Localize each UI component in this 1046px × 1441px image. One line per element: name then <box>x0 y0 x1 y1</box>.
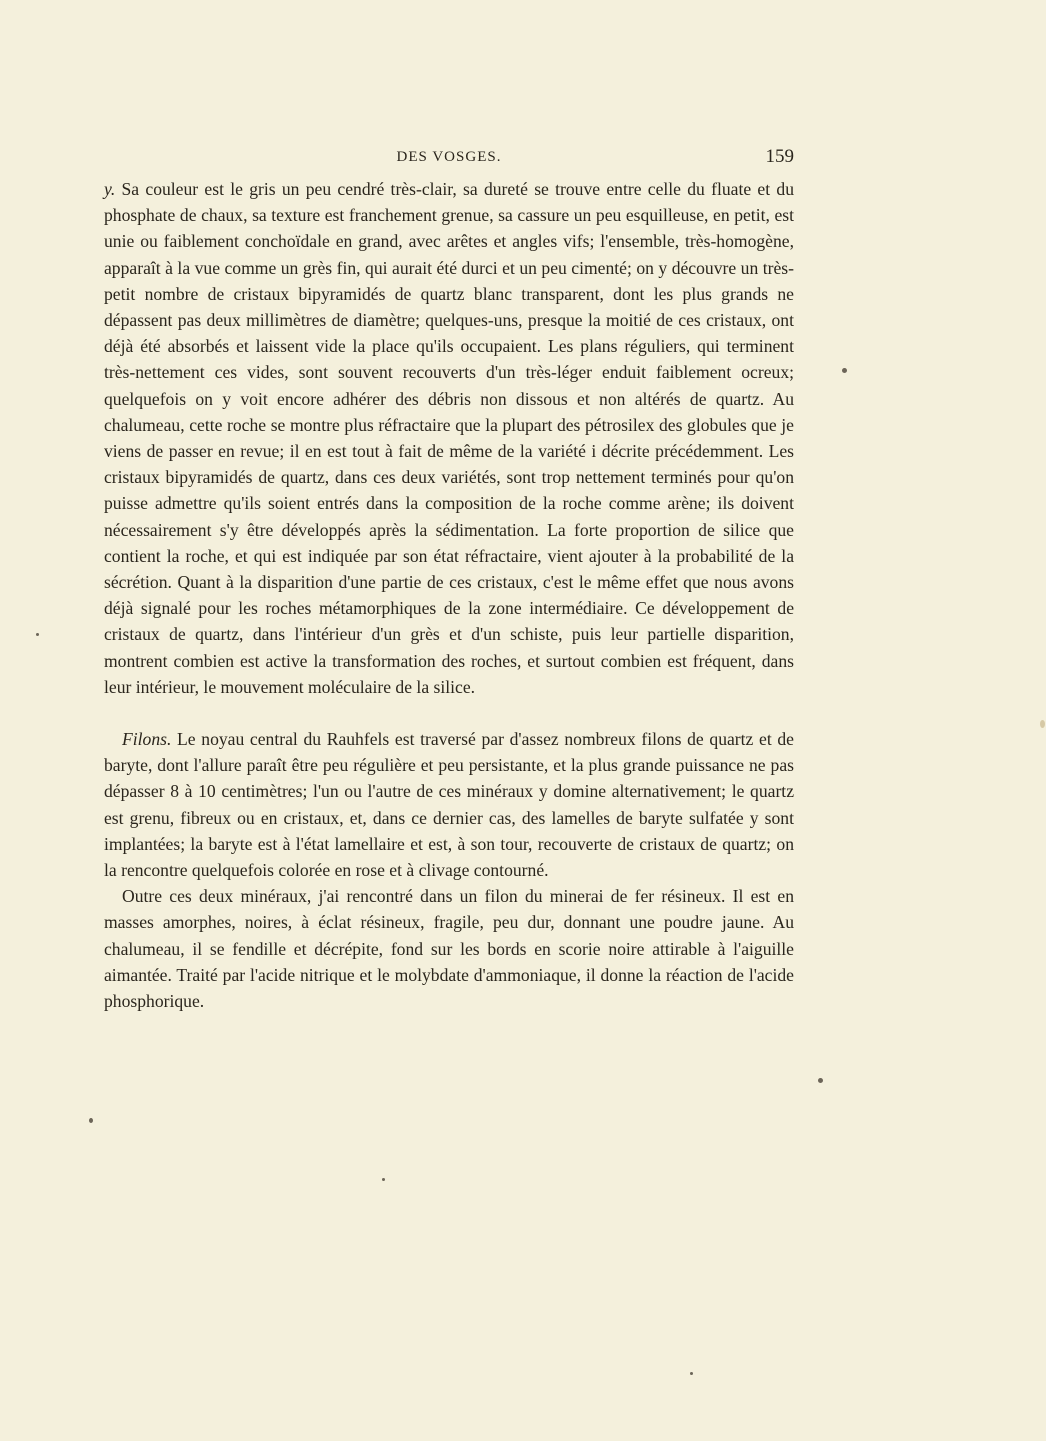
scan-speck <box>842 368 847 373</box>
paragraph-text: Le noyau central du Rauhfels est traversé par d'assez nombreux filons de quartz et de baryte, dont l'allure paraît être peu régulière et peu persistante, et la plus grande puissance ne pas dépasser 8 à 10 centimètres; l'un ou l'autre de ces minéraux y domine alternativement; le quartz est grenu, fibreux ou en cristaux, et, dans ce dernier cas, des lamelles de baryte sulfatée y sont implantées; la baryte est à l'état lamellaire et est, à son tour, recouverte de cristaux de quartz; on la rencontre quelquefois colorée en rose et à clivage contourné. <box>104 729 794 881</box>
scan-speck <box>818 1078 823 1083</box>
body-text <box>104 176 794 1014</box>
running-head <box>104 146 794 170</box>
paragraph-lead: y. <box>104 179 116 199</box>
scan-speck <box>690 1372 693 1375</box>
scan-speck <box>1040 720 1045 728</box>
running-title: DES VOSGES. <box>396 149 502 165</box>
page-number: 159 <box>765 146 794 167</box>
paragraph-minerai <box>104 883 794 1014</box>
paragraph-variety-y <box>104 176 794 700</box>
paragraph-lead: Filons. <box>122 729 172 750</box>
scan-speck <box>36 633 39 636</box>
scan-speck <box>89 1118 93 1123</box>
scan-speck <box>382 1178 385 1181</box>
paragraph-text: Outre ces deux minéraux, j'ai rencontré dans un filon du minerai de fer résineux. Il est en masses amorphes, noires, à éclat résineux, fragile, peu dur, donnant une poudre jaune. Au chalumeau, il se fendille et décrépite, fond sur les bords en scorie noire attirable à l'aiguille aimantée. Traité par l'acide nitrique et le molybdate d'ammoniaque, il donne la réaction de l'acide phosphorique. <box>104 886 794 1012</box>
paragraph-text: Sa couleur est le gris un peu cendré très-clair, sa dureté se trouve entre celle du fluate et du phosphate de chaux, sa texture est franchement grenue, sa cassure un peu esquilleuse, en petit, est unie ou faiblement conchoïdale en grand, avec arêtes et angles vifs; l'ensemble, très-homogène, apparaît à la vue comme un grès fin, qui aurait été durci et un peu cimenté; on y découvre un très-petit nombre de cristaux bipyramidés de quartz blanc transparent, dont les plus grands ne dépassent pas deux millimètres de diamètre; quelques-uns, presque la moitié de ces cristaux, ont déjà été absorbés et laissent vide la place qu'ils occupaient. Les plans réguliers, qui terminent très-nettement ces vides, sont souvent recouverts d'un très-léger enduit faiblement ocreux; quelquefois on y voit encore adhérer des débris non dissous et non altérés de quartz. Au chalumeau, cette roche se montre plus réfractaire que la plupart des pétrosilex des globules que je viens de passer en revue; il en est tout à fait de même de la variété i décrite précédemment. Les cristaux bipyramidés de quartz, dans ces deux variétés, sont trop nettement terminés pour qu'on puisse admettre qu'ils soient entrés dans la composition de la roche comme arène; ils doivent nécessairement s'y être développés après la sédimentation. La forte proportion de silice que contient la roche, et qui est indiquée par son état réfractaire, vient ajouter à la probabilité de la sécrétion. Quant à la disparition d'une partie de ces cristaux, c'est le même effet que nous avons déjà signalé pour les roches métamorphiques de la zone intermédiaire. Ce développement de cristaux de quartz, dans l'intérieur d'un grès et d'un schiste, puis leur partielle disparition, montrent combien est active la transformation des roches, et surtout combien est fréquent, dans leur intérieur, le mouvement moléculaire de la silice. <box>104 179 794 697</box>
paragraph-filons <box>104 726 794 883</box>
